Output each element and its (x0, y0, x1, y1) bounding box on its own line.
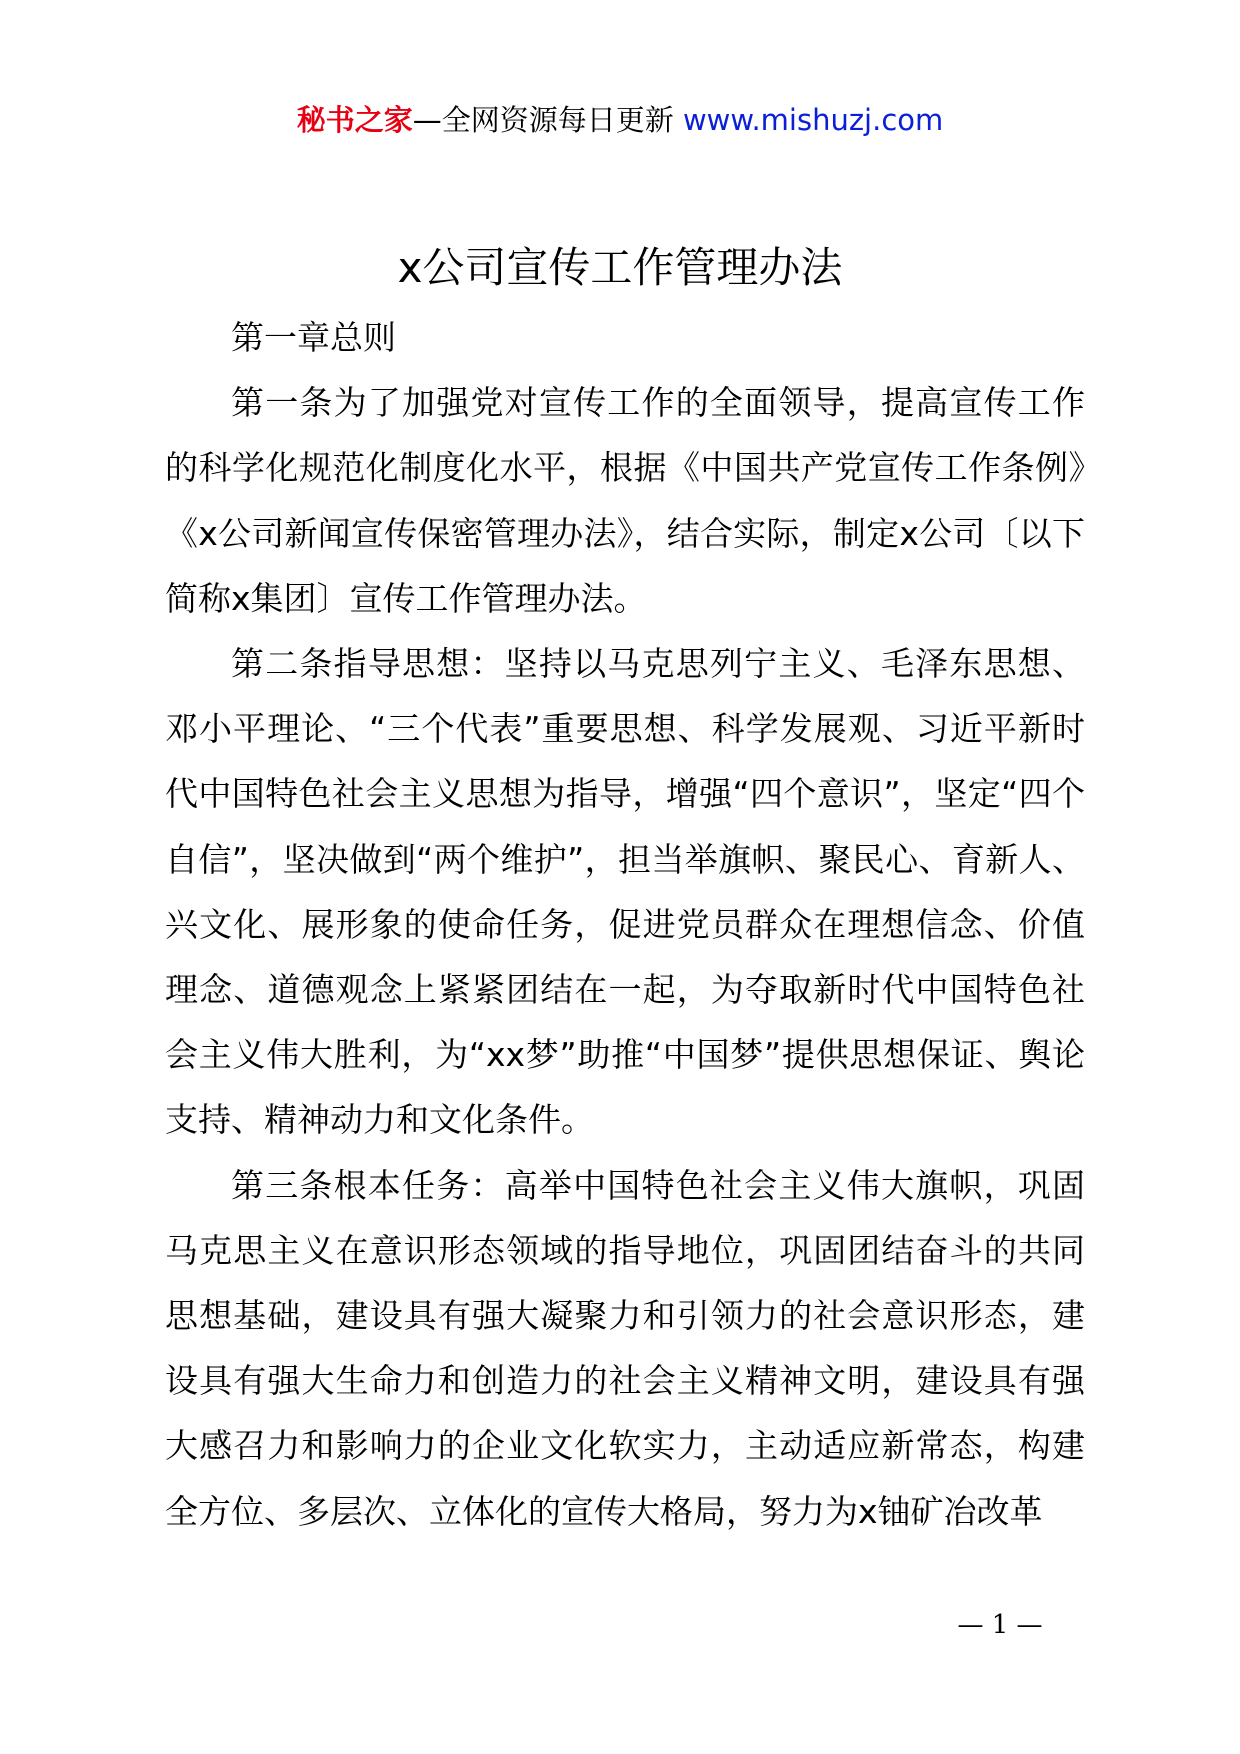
page-number: — 1 — (957, 1610, 1043, 1640)
site-header (0, 100, 1240, 140)
article-paragraph: 第一条为了加强党对宣传工作的全面领导，提高宣传工作的科学化规范化制度化水平，根据《中国共产党宣传工作条例》《x公司新闻宣传保密管理办法》，结合实际，制定x公司〔以下简称x集团〕宣传工作管理办法。 (165, 383, 1085, 618)
document-title: x公司宣传工作管理办法 (397, 243, 843, 292)
header-slogan: —全网资源每日更新 (412, 103, 674, 137)
chapter-heading: 第一章总则 (231, 318, 396, 357)
article-paragraph: 第三条根本任务：高举中国特色社会主义伟大旗帜，巩固马克思主义在意识形态领域的指导地位，巩固团结奋斗的共同思想基础，建设具有强大凝聚力和引领力的社会意识形态，建设具有强大生命力和创造力的社会主义精神文明，建设具有强大感召力和影响力的企业文化软实力，主动适应新常态，构建全方位、多层次、立体化的宣传大格局，努力为x铀矿冶改革 (165, 1165, 1085, 1531)
header-brand: 秘书之家 (296, 103, 413, 137)
article-paragraph: 第二条指导思想：坚持以马克思列宁主义、毛泽东思想、邓小平理论、“三个代表”重要思想、科学发展观、习近平新时代中国特色社会主义思想为指导，增强“四个意识”，坚定“四个自信”，坚决做到“两个维护”，担当举旗帜、聚民心、育新人、兴文化、展形象的使命任务，促进党员群众在理想信念、价值理念、道德观念上紧紧团结在一起，为夺取新时代中国特色社会主义伟大胜利，为“xx梦”助推“中国梦”提供思想保证、舆论支持、精神动力和文化条件。 (165, 644, 1085, 1140)
header-url: www.mishuzj.com (682, 103, 944, 137)
document-body (165, 305, 1085, 1544)
